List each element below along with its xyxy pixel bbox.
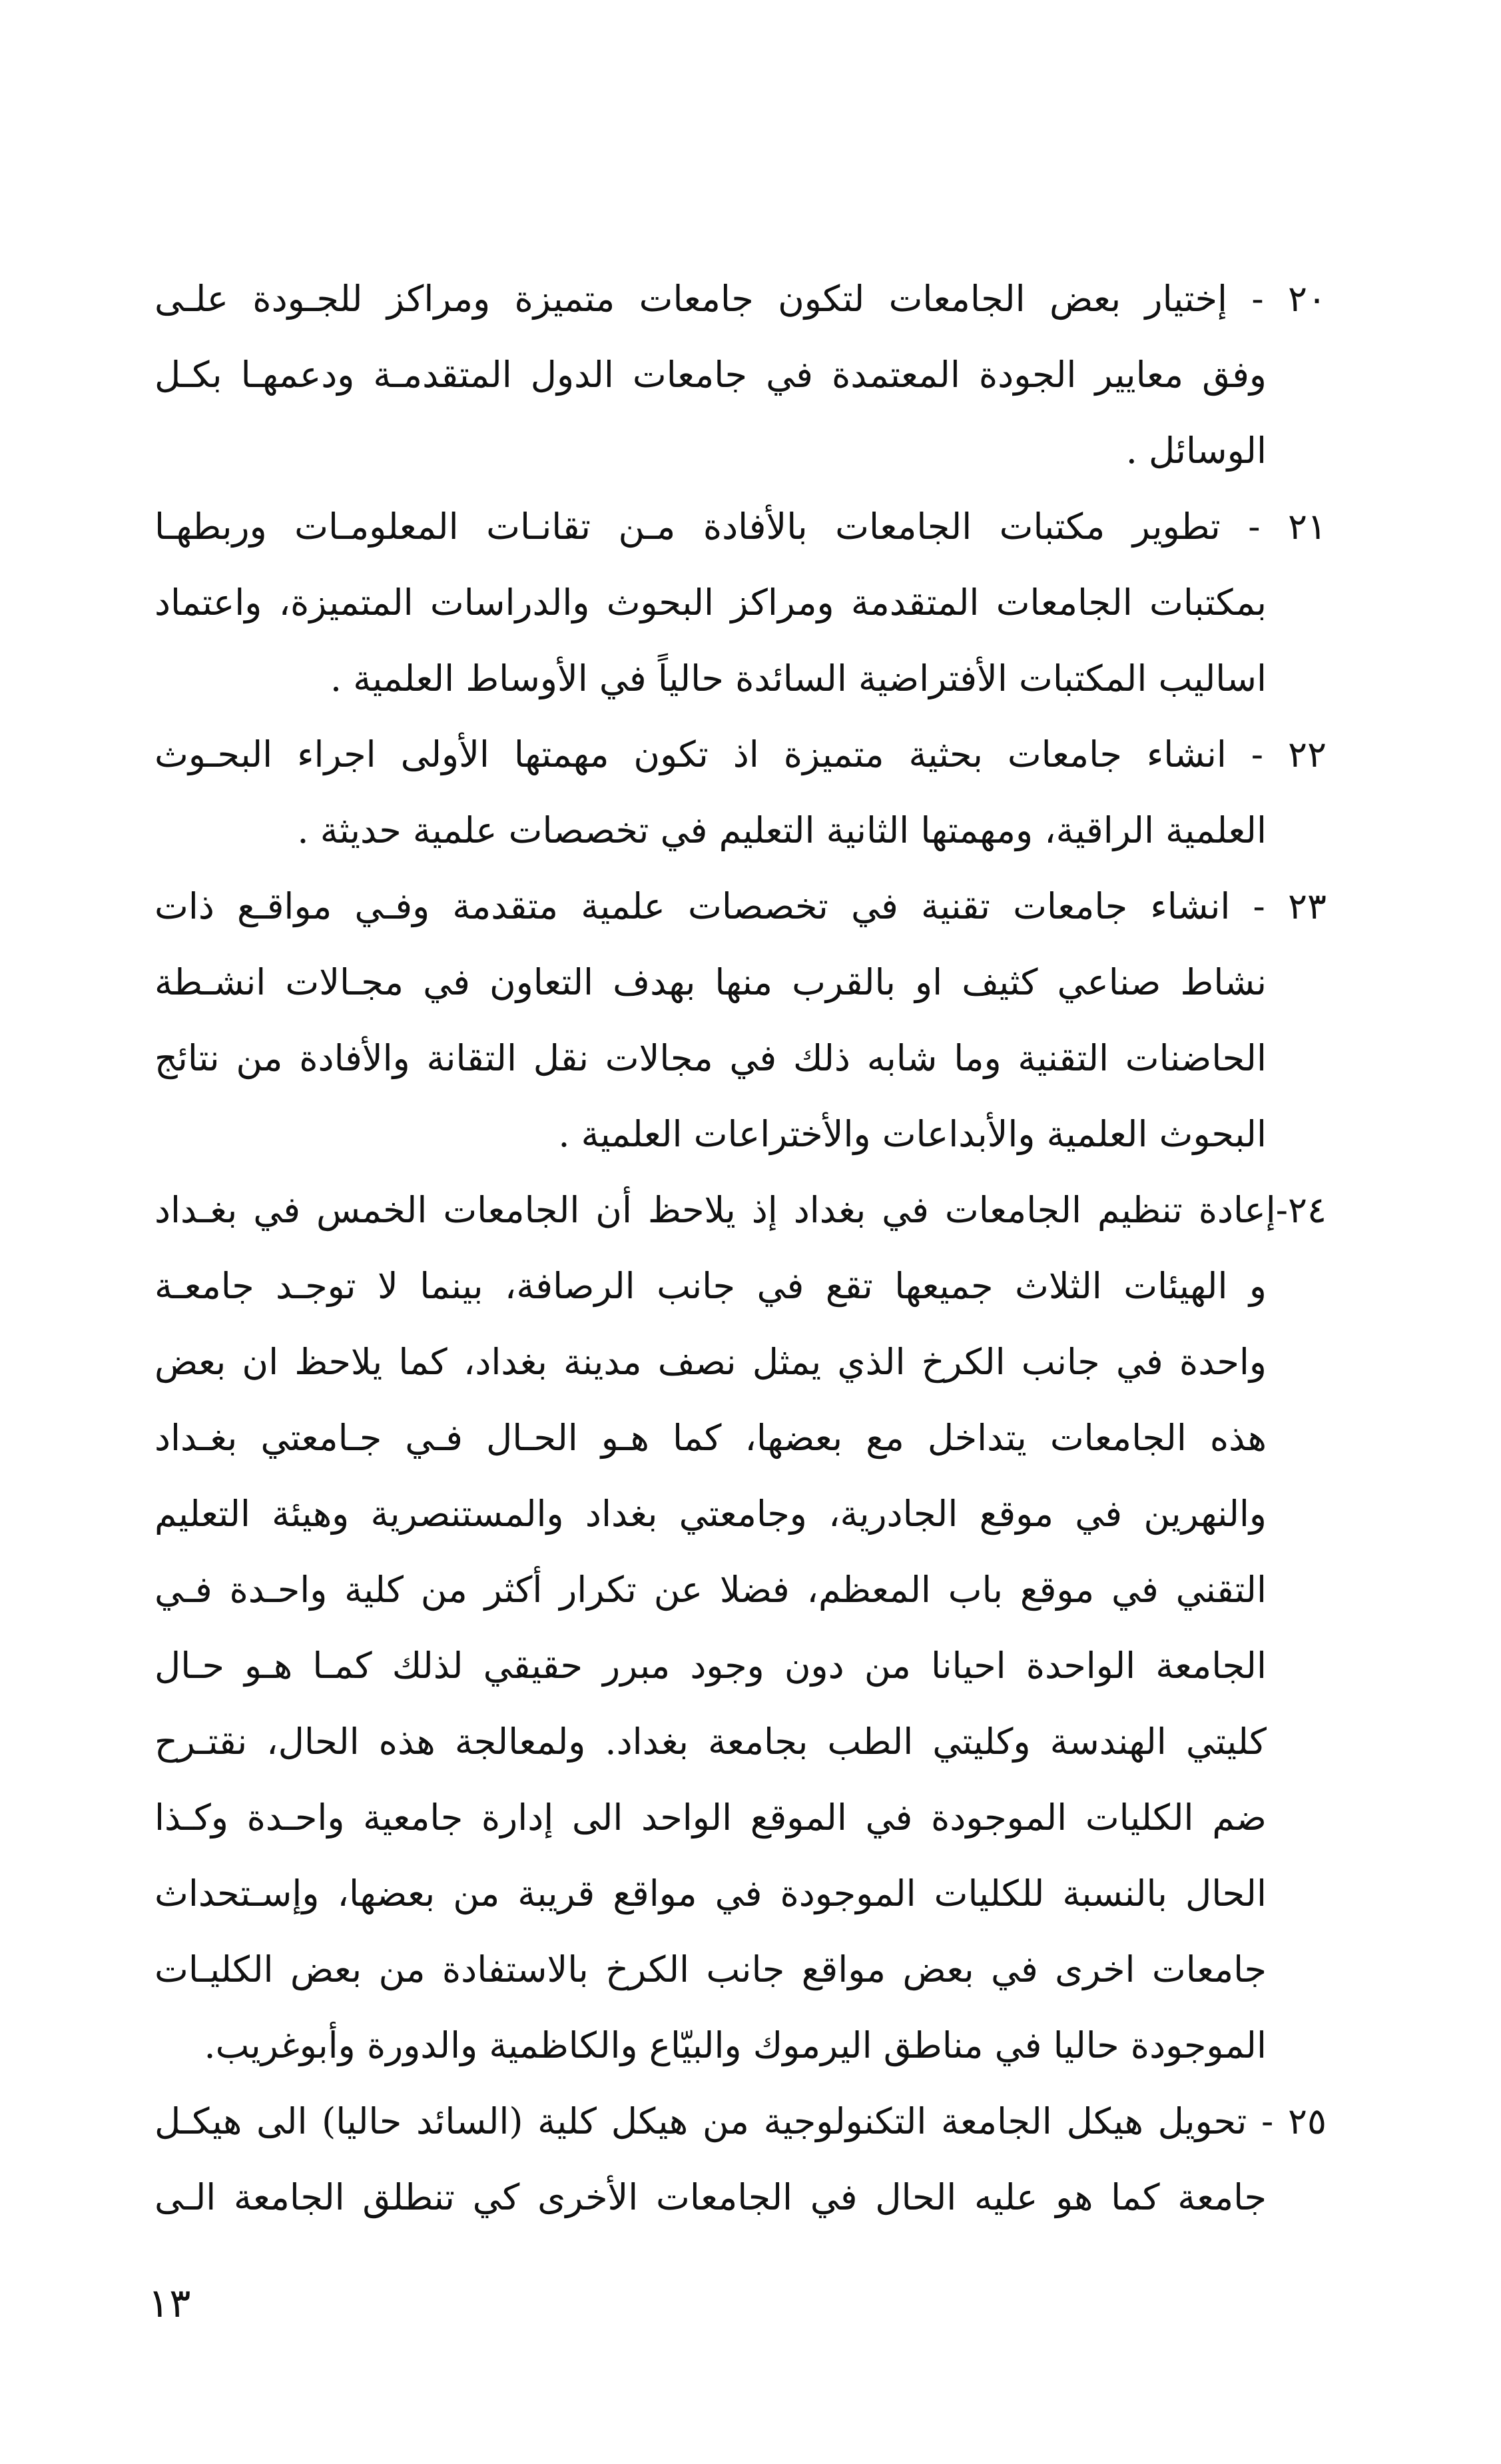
item-24-line-2: و الهيئات الثلاث جميعها تقع في جانب الرصافة، بينما لا توجـد جامعـة — [154, 1265, 1267, 1307]
item-24-line-12: الموجودة حاليا في مناطق اليرموك والبيّاع والكاظمية والدورة وأبوغريب. — [204, 2024, 1267, 2066]
item-22-line-1: ٢٢ - انشاء جامعات بحثية متميزة اذ تكون مهمتها الأولى اجراء البحـوث — [154, 733, 1327, 775]
item-24-line-6: التقني في موقع باب المعظم، فضلا عن تكرار أكثر من كلية واحـدة فـي — [154, 1569, 1267, 1611]
item-22-line-2: العلمية الراقية، ومهمتها الثانية التعليم في تخصصات علمية حديثة . — [297, 809, 1267, 851]
item-24-line-8: كليتي الهندسة وكليتي الطب بجامعة بغداد. ولمعالجة هذه الحال، نقتـرح — [154, 1721, 1267, 1763]
item-23-line-3: الحاضنات التقنية وما شابه ذلك في مجالات نقل التقانة والأفادة من نتائج — [154, 1037, 1267, 1079]
item-24-line-3: واحدة في جانب الكرخ الذي يمثل نصف مدينة بغداد، كما يلاحظ ان بعض — [154, 1341, 1267, 1383]
item-24-line-9: ضم الكليات الموجودة في الموقع الواحد الى إدارة جامعية واحـدة وكـذا — [154, 1797, 1267, 1839]
item-24-line-5: والنهرين في موقع الجادرية، وجامعتي بغداد والمستنصرية وهيئة التعليم — [154, 1493, 1267, 1535]
item-24-line-1: ٢٤-إعادة تنظيم الجامعات في بغداد إذ يلاحظ أن الجامعات الخمس في بغـداد — [154, 1189, 1327, 1231]
item-24-line-4: هذه الجامعات يتداخل مع بعضها، كما هـو الحـال فـي جـامعتي بغـداد — [154, 1417, 1267, 1459]
item-24-line-10: الحال بالنسبة للكليات الموجودة في مواقع قريبة من بعضها، وإسـتحداث — [154, 1872, 1267, 1914]
item-24-line-11: جامعات اخرى في بعض مواقع جانب الكرخ بالاستفادة من بعض الكليـات — [154, 1948, 1267, 1990]
item-20-line-3: الوسائل . — [1125, 430, 1267, 472]
item-25-line-2: جامعة كما هو عليه الحال في الجامعات الأخرى كي تنطلق الجامعة الـى — [154, 2176, 1267, 2218]
item-23-line-1: ٢٣ - انشاء جامعات تقنية في تخصصات علمية متقدمة وفـي مواقـع ذات — [154, 885, 1327, 927]
item-23-line-2: نشاط صناعي كثيف او بالقرب منها بهدف التعاون في مجـالات انشـطة — [154, 961, 1267, 1003]
item-21-line-2: بمكتبات الجامعات المتقدمة ومراكز البحوث والدراسات المتميزة، واعتماد — [154, 582, 1267, 623]
page-number: ١٣ — [148, 2280, 191, 2327]
item-24-line-7: الجامعة الواحدة احيانا من دون وجود مبرر حقيقي لذلك كمـا هـو حـال — [154, 1645, 1267, 1687]
item-25-line-1: ٢٥ - تحويل هيكل الجامعة التكنولوجية من هيكل كلية (السائد حاليا) الى هيكـل — [154, 2100, 1327, 2142]
item-20-line-1: ٢٠ - إختيار بعض الجامعات لتكون جامعات متميزة ومراكز للجـودة علـى — [154, 278, 1327, 320]
item-21-line-1: ٢١ - تطوير مكتبات الجامعات بالأفادة مـن تقانـات المعلومـات وربطهـا — [154, 506, 1327, 548]
recommendations-list — [154, 261, 1327, 2236]
item-23-line-4: البحوث العلمية والأبداعات والأختراعات العلمية . — [558, 1113, 1267, 1155]
item-21-line-3: اساليب المكتبات الأفتراضية السائدة حالياً في الأوساط العلمية . — [330, 657, 1267, 699]
item-20-line-2: وفق معايير الجودة المعتمدة في جامعات الدول المتقدمـة ودعمهـا بكـل — [154, 354, 1267, 396]
